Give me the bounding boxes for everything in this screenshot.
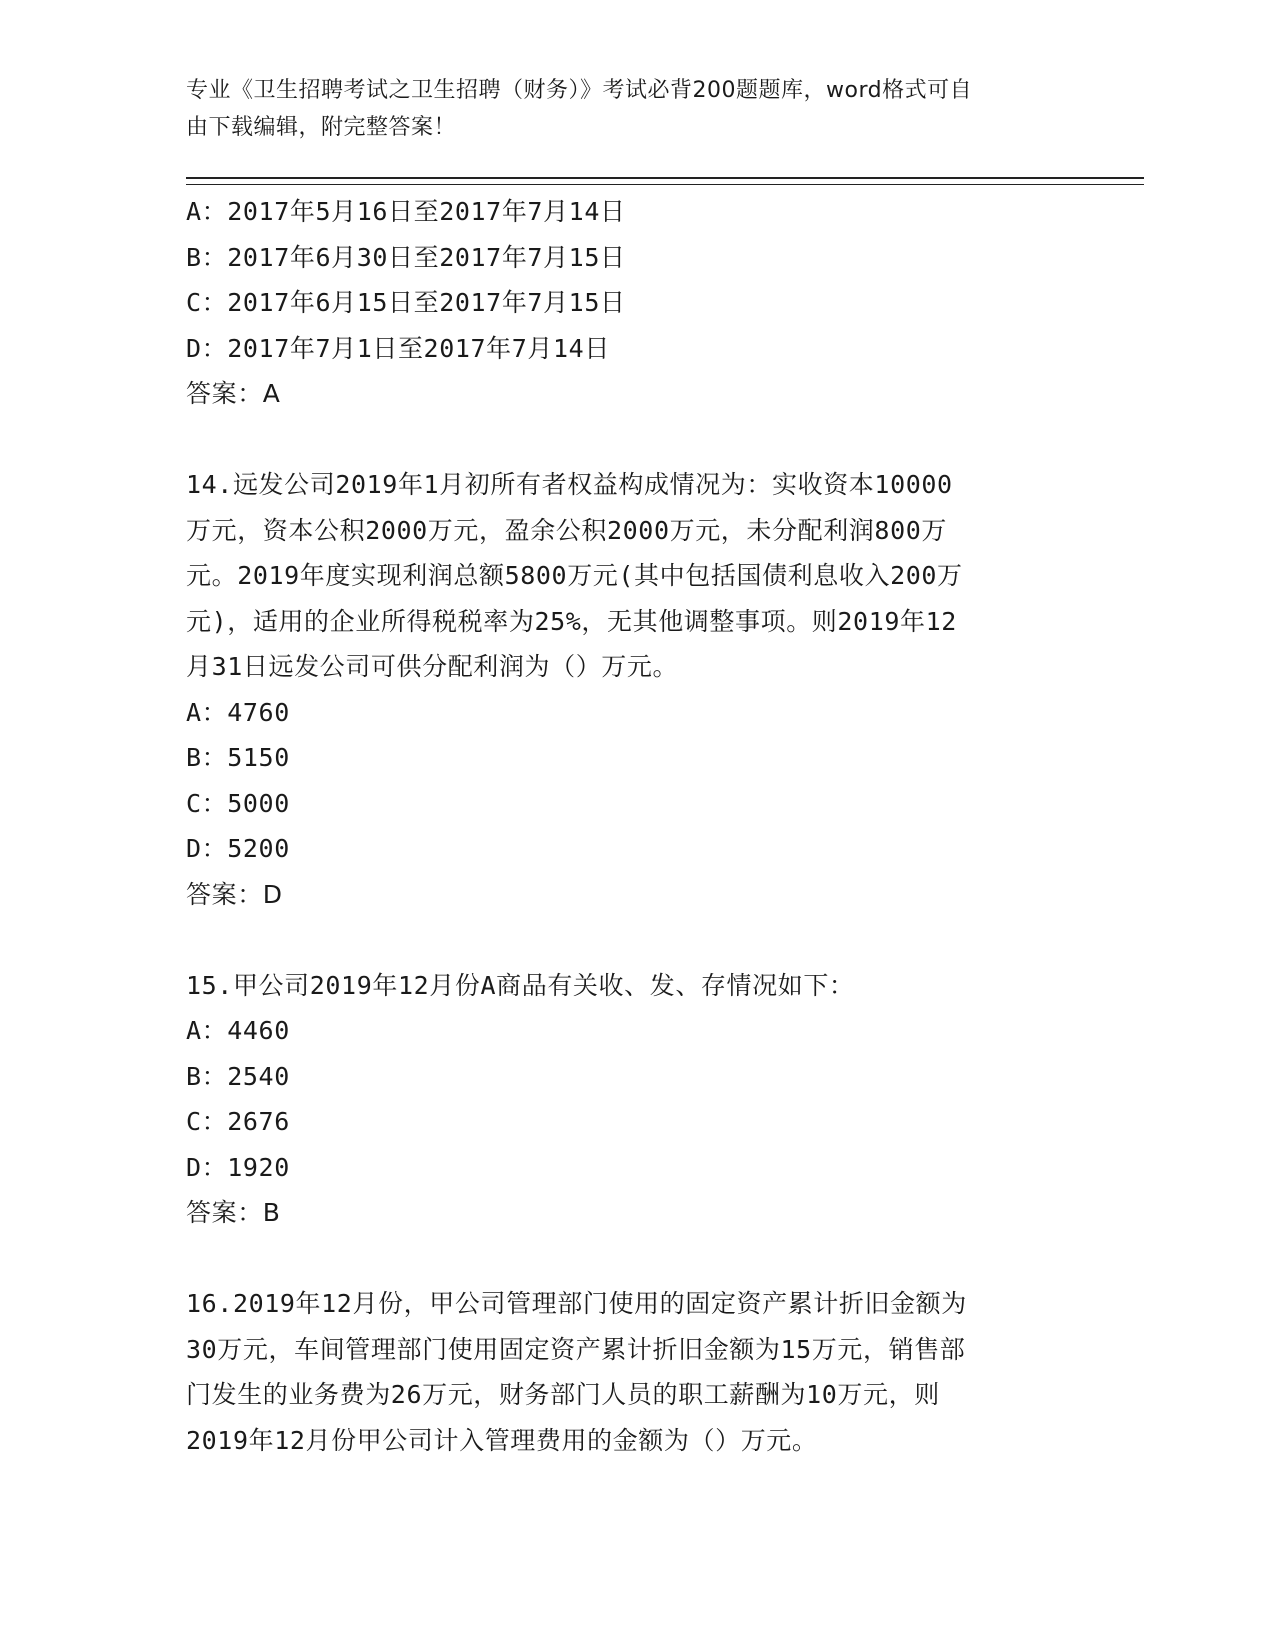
option-a: A：2017年5月16日至2017年7月14日 (186, 197, 626, 226)
question-text-line: 元)，适用的企业所得税税率为25%，无其他调整事项。则2019年12 (186, 606, 957, 636)
question-13-block (186, 189, 1066, 417)
header-line: 专业《卫生招聘考试之卫生招聘（财务）》考试必背200题题库，word格式可自 (186, 78, 973, 103)
question-text-line: 14.远发公司2019年1月初所有者权益构成情况为：实收资本10000 (186, 470, 953, 499)
question-text-line: 30万元，车间管理部门使用固定资产累计折旧金额为15万元，销售部 (186, 1334, 966, 1364)
option-d: D：1920 (186, 1152, 290, 1182)
question-list (186, 189, 1066, 1509)
question-text-line: 15.甲公司2019年12月份A商品有关收、发、存情况如下： (186, 970, 855, 1000)
option-a: A：4760 (186, 697, 290, 727)
answer-line: 答案：A (186, 379, 281, 408)
option-d: D：2017年7月1日至2017年7月14日 (186, 333, 610, 363)
question-text-line: 门发生的业务费为26万元，财务部门人员的职工薪酬为10万元，则 (186, 1380, 940, 1409)
header-line: 由下载编辑，附完整答案！ (186, 115, 457, 140)
question-text-line: 16.2019年12月份，甲公司管理部门使用的固定资产累计折旧金额为 (186, 1289, 967, 1318)
option-c: C：2017年6月15日至2017年7月15日 (186, 288, 626, 317)
option-b: B：5150 (186, 743, 290, 772)
header-divider (186, 177, 1144, 185)
question-text-line: 万元，资本公积2000万元，盈余公积2000万元，未分配利润800万 (186, 515, 947, 545)
question-15-block (186, 963, 1066, 1236)
question-text-line: 月31日远发公司可供分配利润为（）万元。 (186, 652, 679, 681)
option-a: A：4460 (186, 1016, 290, 1045)
option-c: C：5000 (186, 788, 290, 818)
option-b: B：2017年6月30日至2017年7月15日 (186, 242, 626, 272)
question-16-block (186, 1281, 1066, 1463)
question-text-line: 2019年12月份甲公司计入管理费用的金额为（）万元。 (186, 1425, 818, 1455)
document-header (186, 72, 1066, 146)
question-text-line: 元。2019年度实现利润总额5800万元(其中包括国债利息收入200万 (186, 561, 963, 590)
question-14-block (186, 462, 1066, 917)
option-b: B：2540 (186, 1061, 290, 1091)
option-c: C：2676 (186, 1107, 290, 1136)
answer-line: 答案：B (186, 1198, 281, 1227)
answer-line: 答案：D (186, 879, 283, 909)
option-d: D：5200 (186, 834, 290, 863)
